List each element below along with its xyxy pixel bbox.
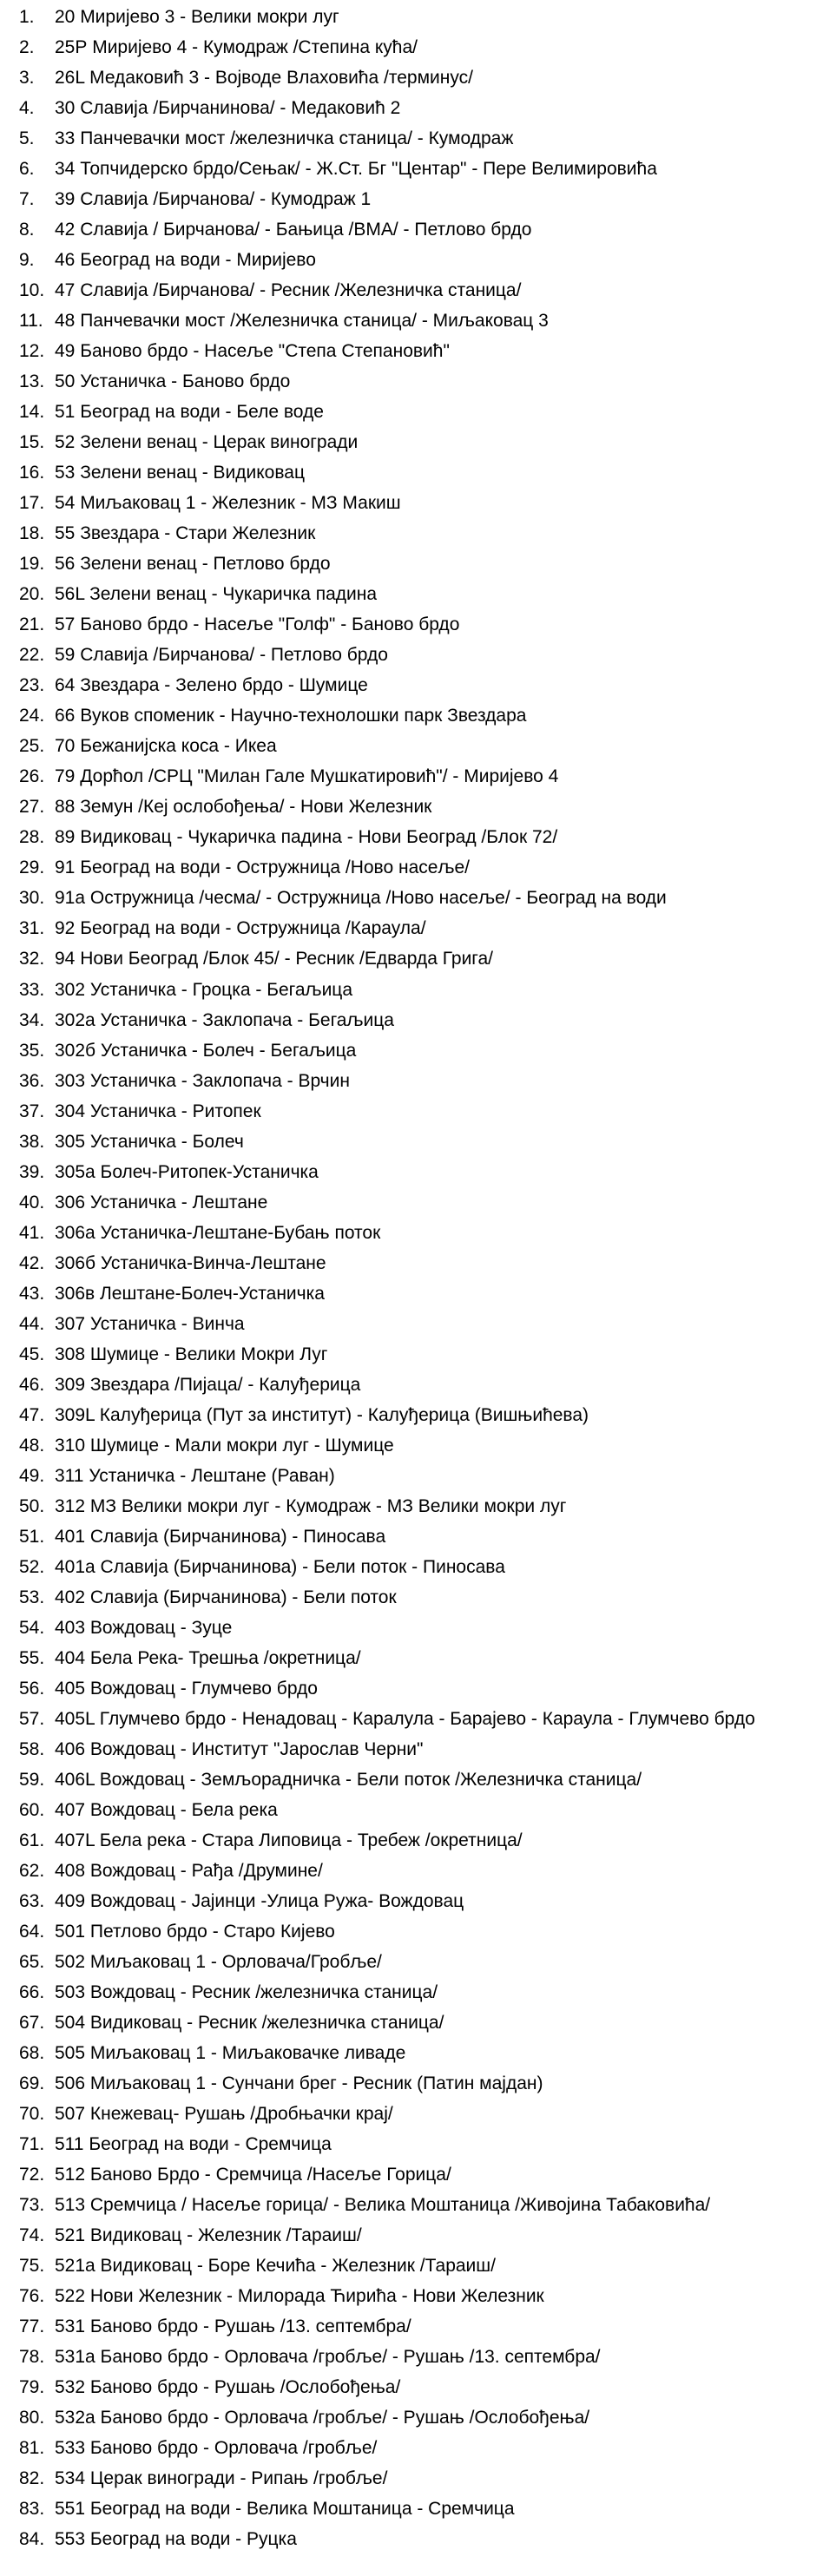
route-item <box>0 2038 836 2068</box>
route-number: 11. <box>19 311 43 332</box>
route-number: 63. <box>19 1890 45 1911</box>
route-number: 83. <box>19 2499 45 2520</box>
route-item <box>0 62 836 93</box>
route-description: 33 Панчевачки мост /железничка станица/ - Кумодраж <box>55 128 514 149</box>
route-number: 65. <box>19 1952 45 1972</box>
route-description: 406L Вождовац - Земљорадничка - Бели поток /Железничка станица/ <box>55 1769 642 1790</box>
route-item <box>0 457 836 488</box>
route-number: 48. <box>19 1435 45 1456</box>
route-item <box>0 549 836 579</box>
route-number: 19. <box>19 554 45 575</box>
route-item <box>0 1035 836 1066</box>
route-item <box>0 336 836 366</box>
route-number: 57. <box>19 1708 45 1729</box>
route-number: 80. <box>19 2408 45 2428</box>
route-number: 35. <box>19 1040 45 1061</box>
route-number: 66. <box>19 1982 45 2003</box>
route-description: 302 Устаничка - Гроцка - Бегаљица <box>55 979 353 1000</box>
route-description: 501 Петлово брдо - Старо Кијево <box>55 1921 335 1942</box>
route-description: 513 Сремчица / Насеље горица/ - Велика Моштаница /Живојина Табаковића/ <box>55 2195 711 2216</box>
route-description: 522 Нови Железник - Милорада Ћирића - Нови Железник <box>55 2286 544 2307</box>
route-number: 67. <box>19 2013 45 2034</box>
route-description: 404 Бела Река- Трешња /окретница/ <box>55 1647 361 1668</box>
route-number: 18. <box>19 523 45 544</box>
route-item <box>0 1248 836 1278</box>
route-item <box>0 184 836 214</box>
route-description: 405L Глумчево брдо - Ненадовац - Каралула - Барајево - Караула - Глумчево брдо <box>55 1708 755 1729</box>
route-description: 532а Баново брдо - Орловача /гробље/ - Рушањ /Ослобођења/ <box>55 2408 590 2428</box>
route-item <box>0 1825 836 1856</box>
route-description: 534 Церак виногради - Рипањ /гробље/ <box>55 2468 388 2489</box>
route-description: 26L Медаковић 3 - Војводе Влаховића /терминус/ <box>55 68 473 89</box>
route-description: 407 Вождовац - Бела река <box>55 1799 278 1820</box>
route-number: 34. <box>19 1009 45 1030</box>
route-number: 56. <box>19 1678 45 1699</box>
route-item <box>0 1066 836 1096</box>
route-description: 521 Видиковац - Железник /Тараиш/ <box>55 2225 362 2246</box>
route-item <box>0 1096 836 1127</box>
route-number: 9. <box>19 250 35 271</box>
route-item <box>0 2220 836 2251</box>
route-item <box>0 1764 836 1795</box>
route-number: 10. <box>19 280 45 301</box>
route-item <box>0 852 836 883</box>
route-number: 76. <box>19 2286 45 2307</box>
route-item <box>0 1521 836 1552</box>
route-number: 55. <box>19 1647 45 1668</box>
route-number: 64. <box>19 1921 45 1942</box>
route-description: 505 Миљаковац 1 - Миљаковачке ливаде <box>55 2043 406 2064</box>
route-number: 29. <box>19 858 45 878</box>
route-description: 306в Лештане-Болеч-Устаничка <box>55 1283 325 1304</box>
route-description: 305 Устаничка - Болеч <box>55 1131 244 1152</box>
route-description: 25Р Миријево 4 - Кумодраж /Степина кућа/ <box>55 37 418 58</box>
route-description: 47 Славија /Бирчанова/ - Ресник /Железничка станица/ <box>55 280 522 301</box>
route-item <box>0 883 836 913</box>
route-number: 54. <box>19 1617 45 1638</box>
route-number: 52. <box>19 1556 45 1577</box>
route-number: 24. <box>19 706 45 726</box>
route-number: 44. <box>19 1313 45 1334</box>
route-item <box>0 1552 836 1582</box>
route-number: 75. <box>19 2256 45 2277</box>
route-number: 72. <box>19 2165 45 2185</box>
route-item <box>0 1309 836 1339</box>
route-number: 17. <box>19 493 45 514</box>
route-number: 37. <box>19 1101 45 1121</box>
route-item <box>0 1157 836 1187</box>
route-number: 81. <box>19 2438 45 2459</box>
route-item <box>0 397 836 427</box>
route-number: 2. <box>19 37 35 58</box>
route-description: 46 Београд на води - Миријево <box>55 250 316 271</box>
route-number: 78. <box>19 2347 45 2368</box>
route-description: 506 Миљаковац 1 - Сунчани брег - Ресник (Патин мајдан) <box>55 2073 543 2094</box>
route-number: 47. <box>19 1404 45 1425</box>
route-number: 69. <box>19 2073 45 2094</box>
route-description: 310 Шумице - Мали мокри луг - Шумице <box>55 1435 394 1456</box>
route-item <box>0 700 836 731</box>
route-description: 39 Славија /Бирчанова/ - Кумодраж 1 <box>55 189 372 210</box>
route-number: 39. <box>19 1161 45 1182</box>
route-number: 46. <box>19 1374 45 1395</box>
route-description: 409 Вождовац - Јајинци -Улица Ружа- Вождовац <box>55 1890 464 1911</box>
route-item <box>0 1704 836 1734</box>
route-item <box>0 2159 836 2190</box>
route-item <box>0 1005 836 1035</box>
route-item <box>0 579 836 609</box>
route-number: 27. <box>19 797 45 818</box>
route-number: 16. <box>19 463 45 483</box>
route-description: 55 Звездара - Стари Железник <box>55 523 316 544</box>
route-description: 507 Кнежевац- Рушањ /Дробњачки крај/ <box>55 2104 393 2125</box>
route-item <box>0 1339 836 1370</box>
route-item <box>0 2068 836 2099</box>
route-number: 71. <box>19 2134 45 2155</box>
route-description: 79 Дорћол /СРЦ "Милан Гале Мушкатировић"/ - Миријево 4 <box>55 766 559 787</box>
route-description: 305а Болеч-Ритопек-Устаничка <box>55 1161 319 1182</box>
route-item <box>0 1461 836 1491</box>
route-number: 31. <box>19 918 45 939</box>
route-description: 56 Зелени венац - Петлово брдо <box>55 554 331 575</box>
route-description: 311 Устаничка - Лештане (Раван) <box>55 1465 335 1486</box>
route-item <box>0 943 836 974</box>
route-number: 42. <box>19 1252 45 1273</box>
route-number: 62. <box>19 1860 45 1881</box>
route-item <box>0 2099 836 2129</box>
route-item <box>0 670 836 700</box>
route-number: 6. <box>19 159 35 180</box>
route-description: 302б Устаничка - Болеч - Бегаљица <box>55 1040 357 1061</box>
route-number: 60. <box>19 1799 45 1820</box>
route-item <box>0 245 836 275</box>
route-description: 50 Устаничка - Баново брдо <box>55 371 291 392</box>
route-item <box>0 822 836 852</box>
route-description: 532 Баново брдо - Рушањ /Ослобођења/ <box>55 2377 401 2398</box>
route-number: 21. <box>19 614 45 635</box>
route-item <box>0 214 836 245</box>
route-item <box>0 913 836 943</box>
route-item <box>0 1400 836 1430</box>
route-description: 553 Београд на води - Руцка <box>55 2529 297 2550</box>
route-item <box>0 1187 836 1218</box>
route-item <box>0 93 836 123</box>
route-description: 533 Баново брдо - Орловача /гробље/ <box>55 2438 378 2459</box>
route-description: 402 Славија (Бирчанинова) - Бели поток <box>55 1587 397 1607</box>
route-item <box>0 518 836 549</box>
route-item <box>0 1127 836 1157</box>
route-item <box>0 2190 836 2220</box>
route-number: 58. <box>19 1738 45 1759</box>
route-number: 84. <box>19 2529 45 2550</box>
route-description: 48 Панчевачки мост /Железничка станица/ - Миљаковац 3 <box>55 311 549 332</box>
route-number: 61. <box>19 1830 45 1850</box>
route-item <box>0 1886 836 1916</box>
route-item <box>0 1916 836 1947</box>
route-item <box>0 1370 836 1400</box>
route-description: 511 Београд на води - Сремчица <box>55 2134 332 2155</box>
route-description: 531 Баново брдо - Рушањ /13. септембра/ <box>55 2316 411 2337</box>
route-description: 66 Вуков споменик - Научно-технолошки парк Звездара <box>55 706 527 726</box>
route-number: 26. <box>19 766 45 787</box>
route-description: 64 Звездара - Зелено брдо - Шумице <box>55 675 368 696</box>
route-item <box>0 975 836 1005</box>
route-description: 89 Видиковац - Чукаричка падина - Нови Београд /Блок 72/ <box>55 827 558 848</box>
route-number: 73. <box>19 2195 45 2216</box>
route-item <box>0 1430 836 1461</box>
route-description: 531а Баново брдо - Орловача /гробље/ - Рушањ /13. септембра/ <box>55 2347 601 2368</box>
route-description: 512 Баново Брдо - Сремчица /Насеље Горица/ <box>55 2165 451 2185</box>
route-description: 504 Видиковац - Ресник /железничка станица/ <box>55 2013 444 2034</box>
route-description: 30 Славија /Бирчанинова/ - Медаковић 2 <box>55 98 401 119</box>
route-number: 38. <box>19 1131 45 1152</box>
route-item <box>0 154 836 184</box>
route-item <box>0 1856 836 1886</box>
route-number: 28. <box>19 827 45 848</box>
route-item <box>0 2311 836 2342</box>
route-item <box>0 2008 836 2038</box>
route-number: 70. <box>19 2104 45 2125</box>
route-description: 309L Калуђерица (Пут за институт) - Калуђерица (Вишњићева) <box>55 1404 589 1425</box>
route-number: 36. <box>19 1070 45 1091</box>
route-description: 401 Славија (Бирчанинова) - Пиносава <box>55 1526 386 1547</box>
route-description: 309 Звездара /Пијаца/ - Калуђерица <box>55 1374 361 1395</box>
route-number: 50. <box>19 1495 45 1516</box>
route-item <box>0 2402 836 2433</box>
route-item <box>0 609 836 640</box>
route-item <box>0 2463 836 2494</box>
route-item <box>0 1218 836 1248</box>
route-number: 40. <box>19 1192 45 1212</box>
route-number: 5. <box>19 128 35 149</box>
route-description: 303 Устаничка - Заклопача - Врчин <box>55 1070 350 1091</box>
route-number: 20. <box>19 584 45 605</box>
route-item <box>0 1613 836 1643</box>
route-number: 30. <box>19 888 45 909</box>
route-description: 57 Баново брдо - Насеље "Голф" - Баново брдо <box>55 614 460 635</box>
route-description: 59 Славија /Бирчанова/ - Петлово брдо <box>55 645 388 666</box>
route-description: 302а Устаничка - Заклопача - Бегаљица <box>55 1009 394 1030</box>
route-description: 51 Београд на води - Беле воде <box>55 402 324 423</box>
route-description: 312 МЗ Велики мокри луг - Кумодраж - МЗ Велики мокри луг <box>55 1495 567 1516</box>
route-item <box>0 123 836 154</box>
route-number: 45. <box>19 1344 45 1364</box>
route-number: 13. <box>19 371 45 392</box>
route-description: 42 Славија / Бирчанова/ - Бањица /ВМА/ - Петлово брдо <box>55 220 532 240</box>
route-item <box>0 731 836 761</box>
route-number: 14. <box>19 402 45 423</box>
route-description: 407L Бела река - Стара Липовица - Требеж /окретница/ <box>55 1830 523 1850</box>
route-item <box>0 366 836 397</box>
route-description: 306 Устаничка - Лештане <box>55 1192 268 1212</box>
route-number: 23. <box>19 675 45 696</box>
route-item <box>0 2281 836 2311</box>
route-description: 503 Вождовац - Ресник /железничка станица/ <box>55 1982 438 2003</box>
route-item <box>0 1977 836 2008</box>
route-number: 25. <box>19 736 45 757</box>
route-description: 52 Зелени венац - Церак виногради <box>55 432 359 453</box>
route-description: 502 Миљаковац 1 - Орловача/Гробље/ <box>55 1952 382 1972</box>
route-number: 22. <box>19 645 45 666</box>
route-description: 408 Вождовац - Рађа /Друмине/ <box>55 1860 323 1881</box>
route-description: 34 Топчидерско брдо/Сењак/ - Ж.Ст. Бг "Центар" - Пере Велимировића <box>55 159 657 180</box>
route-number: 7. <box>19 189 35 210</box>
route-item <box>0 32 836 62</box>
route-number: 12. <box>19 341 45 362</box>
route-number: 49. <box>19 1465 45 1486</box>
route-description: 307 Устаничка - Винча <box>55 1313 245 1334</box>
route-item <box>0 2251 836 2281</box>
route-number: 82. <box>19 2468 45 2489</box>
route-description: 53 Зелени венац - Видиковац <box>55 463 305 483</box>
route-item <box>0 2342 836 2372</box>
route-number: 15. <box>19 432 45 453</box>
route-number: 1. <box>19 7 35 27</box>
route-item <box>0 2494 836 2524</box>
route-item <box>0 761 836 792</box>
route-number: 68. <box>19 2043 45 2064</box>
route-item <box>0 1947 836 1977</box>
route-description: 308 Шумице - Велики Мокри Луг <box>55 1344 328 1364</box>
route-number: 79. <box>19 2377 45 2398</box>
route-item <box>0 2433 836 2463</box>
route-item <box>0 2524 836 2554</box>
route-item <box>0 1278 836 1309</box>
route-item <box>0 488 836 518</box>
route-item <box>0 1795 836 1825</box>
route-description: 54 Миљаковац 1 - Железник - МЗ Макиш <box>55 493 401 514</box>
route-description: 401а Славија (Бирчанинова) - Бели поток - Пиносава <box>55 1556 505 1577</box>
route-item <box>0 1734 836 1764</box>
route-description: 49 Баново брдо - Насеље "Степа Степановић" <box>55 341 450 362</box>
route-number: 43. <box>19 1283 45 1304</box>
route-item <box>0 1491 836 1521</box>
route-item <box>0 1582 836 1613</box>
route-description: 304 Устаничка - Ритопек <box>55 1101 261 1121</box>
route-item <box>0 1643 836 1673</box>
route-description: 403 Вождовац - Зуце <box>55 1617 233 1638</box>
route-item <box>0 427 836 457</box>
route-number: 3. <box>19 68 35 89</box>
route-number: 51. <box>19 1526 45 1547</box>
route-description: 92 Београд на води - Остружница /Караула/ <box>55 918 426 939</box>
route-item <box>0 2129 836 2159</box>
route-description: 20 Миријево 3 - Велики мокри луг <box>55 7 339 27</box>
route-item <box>0 275 836 306</box>
route-description: 551 Београд на води - Велика Моштаница - Сремчица <box>55 2499 515 2520</box>
route-description: 88 Земун /Кеј ослобођења/ - Нови Железник <box>55 797 432 818</box>
route-description: 306а Устаничка-Лештане-Бубањ поток <box>55 1222 381 1243</box>
route-number: 77. <box>19 2316 45 2337</box>
route-number: 33. <box>19 979 45 1000</box>
route-description: 405 Вождовац - Глумчево брдо <box>55 1678 318 1699</box>
route-item <box>0 2 836 32</box>
route-item <box>0 1673 836 1704</box>
route-description: 306б Устаничка-Винча-Лештане <box>55 1252 326 1273</box>
route-number: 59. <box>19 1769 45 1790</box>
route-description: 91 Београд на води - Остружница /Ново насеље/ <box>55 858 470 878</box>
route-item <box>0 2372 836 2402</box>
route-item <box>0 306 836 336</box>
route-number: 4. <box>19 98 35 119</box>
route-description: 406 Вождовац - Институт "Јарослав Черни" <box>55 1738 424 1759</box>
route-number: 8. <box>19 220 35 240</box>
route-description: 94 Нови Београд /Блок 45/ - Ресник /Едварда Грига/ <box>55 949 494 969</box>
route-description: 521а Видиковац - Боре Кечића - Железник /Тараиш/ <box>55 2256 496 2277</box>
route-item <box>0 640 836 670</box>
route-item <box>0 792 836 822</box>
route-description: 56L Зелени венац - Чукаричка падина <box>55 584 378 605</box>
route-number: 74. <box>19 2225 45 2246</box>
route-number: 32. <box>19 949 45 969</box>
route-description: 91а Остружница /чесма/ - Остружница /Ново насеље/ - Београд на води <box>55 888 667 909</box>
route-description: 70 Бежанијска коса - Икеа <box>55 736 277 757</box>
route-number: 41. <box>19 1222 45 1243</box>
route-number: 53. <box>19 1587 45 1607</box>
